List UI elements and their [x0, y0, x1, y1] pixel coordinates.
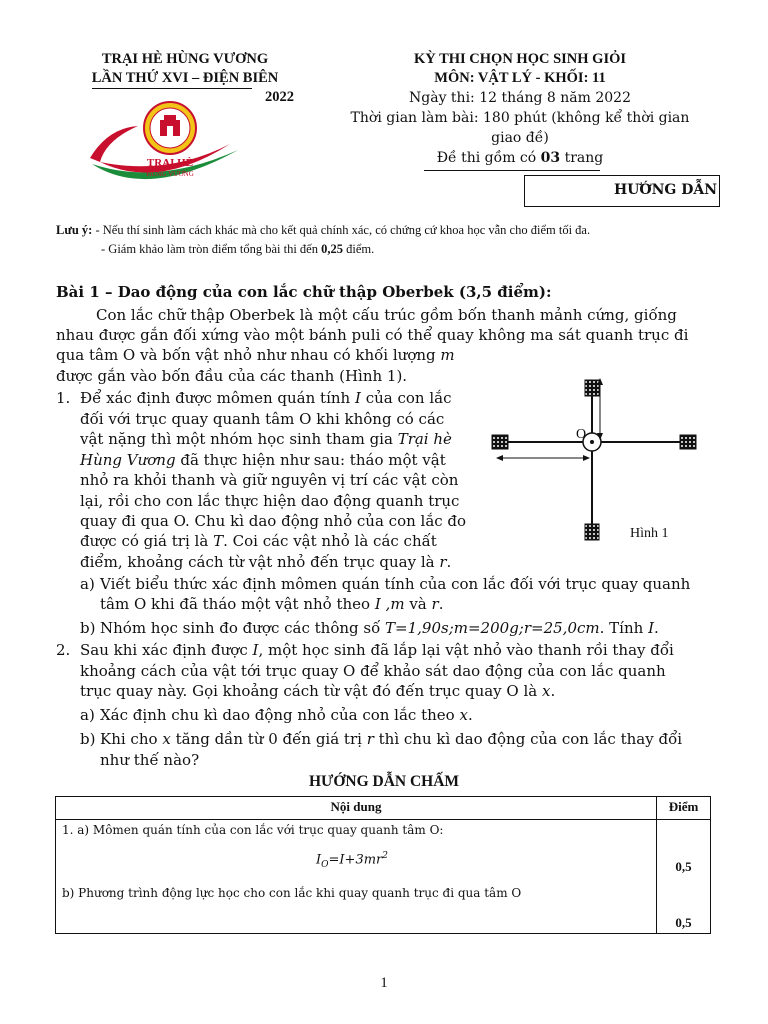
figure-caption: Hình 1: [630, 526, 669, 541]
mass-bottom: [585, 524, 599, 540]
mass-left: [492, 435, 508, 449]
q2b-label: b): [80, 730, 96, 748]
q2-line-3: trục quay này. Gọi khoảng cách từ vật đó đến trục quay O là x.: [80, 682, 556, 700]
intro-line-4: được gắn vào bốn đầu của các thanh (Hình 1).: [56, 367, 408, 385]
notes: [56, 221, 736, 259]
row1-score: 0,5: [675, 859, 692, 874]
row2-text: b) Phương trình động lực học cho con lắc khi quay quanh trục đi qua tâm O: [62, 886, 522, 900]
organizer-year: 2022: [265, 89, 294, 105]
organizer-name: TRẠI HÈ HÙNG VƯƠNG: [101, 51, 269, 67]
logo-text-1: TRẠI HÈ: [146, 157, 194, 169]
q2-line-1: Sau khi xác định được I, một học sinh đã lắp lại vật nhỏ vào thanh rồi thay đổi: [80, 641, 674, 659]
grading-table: [55, 796, 711, 934]
q2-line-2: khoảng cách của vật tới trục quay O để khảo sát dao động của con lắc quanh: [80, 662, 666, 680]
q1b-line: Nhóm học sinh đo được các thông số T=1,90s;m=200g;r=25,0cm. Tính I.: [100, 619, 659, 637]
q2a-label: a): [80, 706, 95, 724]
exam-duration: Thời gian làm bài: 180 phút (không kể thời gian: [350, 110, 690, 126]
q1-line-6: lại, rồi cho con lắc thực hiện dao động quanh trục: [80, 492, 460, 510]
guide-title: HƯỚNG DẪN CHẤM: [308, 773, 460, 790]
header-right-divider: [424, 170, 600, 171]
q1-line-9: điểm, khoảng cách từ vật nhỏ đến trục quay là r.: [80, 553, 452, 571]
q1-line-5: nhỏ ra khỏi thanh và giữ nguyên vị trí các vật còn: [80, 471, 459, 489]
q1-line-7: quay đi qua O. Chu kì dao động nhỏ của con lắc đo: [80, 512, 467, 530]
q1a-line-2: tâm O khi đã tháo một vật nhỏ theo I ,m và r.: [100, 595, 444, 613]
problem-title: Bài 1 – Dao động của con lắc chữ thập Oberbek (3,5 điểm):: [56, 283, 552, 301]
q1-line-2: đối với trục quay quanh tâm O khi không có các: [80, 410, 445, 428]
q2a-line: Xác định chu kì dao động nhỏ của con lắc theo x.: [100, 706, 473, 724]
center-label: O: [576, 427, 587, 442]
exam-page-count: Đề thi gồm có 03 trang: [436, 150, 604, 166]
logo-text-2: HÙNG VƯƠNG: [146, 170, 194, 178]
q1-line-4: Hùng Vương đã thực hiện như sau: tháo một vật: [80, 451, 446, 469]
col-score-header: Điểm: [668, 799, 699, 814]
q1-line-1: Để xác định được mômen quán tính I của con lắc: [80, 389, 452, 407]
note-line-2: - Giám khảo làm tròn điểm tổng bài thi đến 0,25 điểm.: [101, 242, 375, 256]
q1-number: 1.: [56, 389, 71, 407]
guide-label: HƯỚNG DẪN: [613, 182, 717, 198]
guide-box: [524, 175, 720, 207]
page-number: 1: [380, 975, 388, 991]
mass-top: [585, 380, 599, 396]
camp-logo: [88, 98, 243, 193]
exam-date: Ngày thi: 12 tháng 8 năm 2022: [409, 90, 631, 106]
exam-duration-cont: giao đề): [491, 130, 549, 146]
row1-text: 1. a) Mômen quán tính của con lắc với trục quay quanh tâm O:: [62, 823, 444, 837]
row1-formula: $I_O=I+3mr^2$: [316, 851, 388, 870]
q1b-label: b): [80, 619, 96, 637]
header-right: [320, 50, 720, 168]
row2-score: 0,5: [675, 915, 692, 930]
note-line-1: Lưu ý: - Nếu thí sinh làm cách khác mà cho kết quả chính xác, có chứng cứ khoa học vẫn cho điểm tối đa.: [56, 223, 591, 237]
exam-subject: MÔN: VẬT LÝ - KHỐI: 11: [434, 70, 606, 86]
oberbek-figure: [488, 372, 708, 552]
q1a-label: a): [80, 575, 95, 593]
col-content-header: Nội dung: [330, 799, 382, 814]
organizer-edition: LẦN THỨ XVI – ĐIỆN BIÊN: [91, 70, 279, 86]
q1a-line-1: Viết biểu thức xác định mômen quán tính của con lắc đối với trục quay quanh: [100, 575, 691, 593]
q1-line-8: được có giá trị là T. Coi các vật nhỏ là các chất: [80, 532, 437, 550]
exam-name: KỲ THI CHỌN HỌC SINH GIỎI: [413, 51, 627, 67]
header-divider: [92, 88, 252, 89]
mass-right: [680, 435, 696, 449]
q2-number: 2.: [56, 641, 71, 659]
intro-line-2: nhau được gắn đối xứng vào một bánh puli có thể quay không ma sát quanh trục đi: [56, 326, 689, 344]
q2b-line-2: như thế nào?: [100, 751, 200, 769]
intro-line-1: Con lắc chữ thập Oberbek là một cấu trúc gồm bốn thanh mảnh cứng, giống: [96, 306, 677, 324]
intro-line-3: qua tâm O và bốn vật nhỏ như nhau có khối lượng m: [56, 346, 455, 364]
q1-line-3: vật nặng thì một nhóm học sinh tham gia Trại hè: [80, 430, 452, 448]
q2b-line-1: Khi cho x tăng dần từ 0 đến giá trị r thì chu kì dao động của con lắc thay đổi: [100, 730, 683, 748]
